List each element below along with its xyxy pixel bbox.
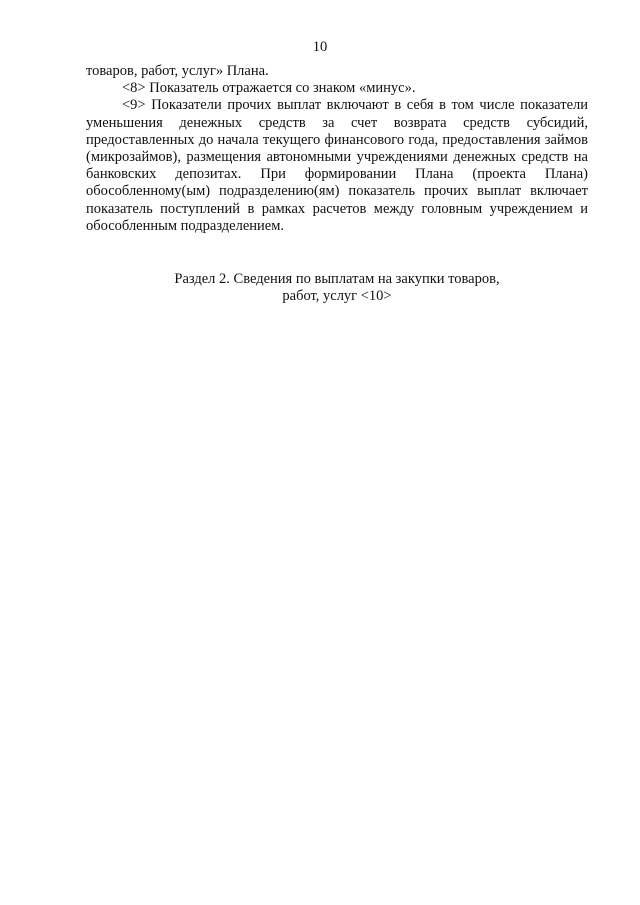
page-number: 10 [312,39,328,55]
footnote-8: <8> Показатель отражается со знаком «минус». [122,80,416,97]
section-heading-line-1: Раздел 2. Сведения по выплатам на закупки товаров, [174,271,500,287]
paragraph-continuation: товаров, работ, услуг» Плана. [86,63,269,79]
document-body [86,63,588,235]
footnote-9: <9> Показатели прочих выплат включают в себя в том числе показатели уменьшения денежных средств за счет возврата средств субсидий, предоставленных до начала текущего финансового года, предоставления займов (микрозаймов), размещения автономными учреждениями денежных средств на банковских депозитах. При формировании Плана (проекта Плана) обособленному(ым) подразделению(ям) показатель прочих выплат включает показатель поступлений в рамках расчетов между головным учреждением и обособленным подразделением. [86,97,588,234]
section-heading [86,271,588,305]
section-heading-line-2: работ, услуг <10> [282,288,392,305]
